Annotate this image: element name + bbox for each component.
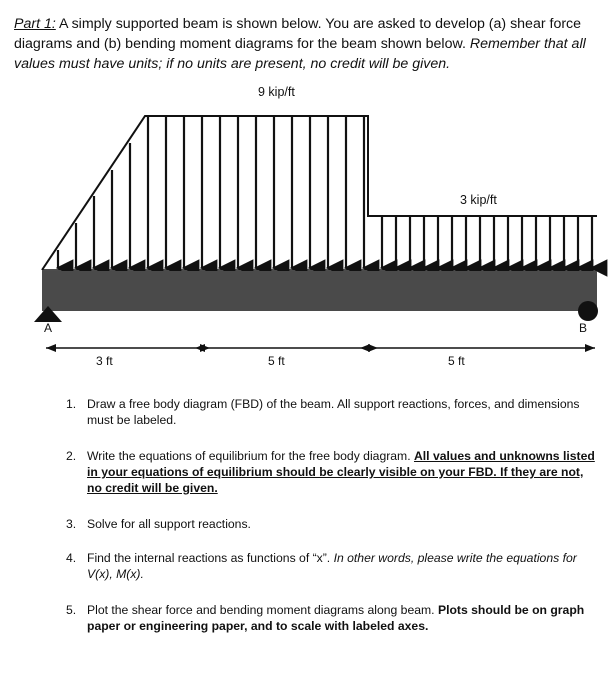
- load-arrows: [58, 116, 592, 268]
- load-label-9: 9 kip/ft: [258, 85, 295, 99]
- part-label: Part 1:: [14, 16, 56, 32]
- roller-support-b: [578, 301, 598, 321]
- question-text: Plot the shear force and bending moment diagrams along beam.: [87, 603, 438, 617]
- span-label-2: 5 ft: [268, 354, 285, 368]
- question-number: 1.: [66, 397, 77, 411]
- question-text: Draw a free body diagram (FBD) of the beam. All support reactions, forces, and dimensions must be labeled.: [87, 397, 580, 427]
- span-label-1: 3 ft: [96, 354, 113, 368]
- question-emphasis: Plots should be on graph paper or engineering paper, and to scale with labeled axes.: [87, 603, 585, 633]
- span-label-3: 5 ft: [448, 354, 465, 368]
- support-label-a: A: [44, 321, 53, 335]
- question-text: Solve for all support reactions.: [87, 517, 251, 531]
- beam: [42, 271, 597, 311]
- question-text: Write the equations of equilibrium for the free body diagram.: [87, 449, 414, 463]
- question-emphasis: All values and unknowns listed in your equations of equilibrium should be clearly visible on your FBD. If they are not, no credit will be given.: [87, 449, 595, 495]
- support-label-b: B: [579, 321, 588, 335]
- beam-diagram: [0, 78, 613, 378]
- intro-line-2: diagrams and (b) bending moment diagrams for the beam shown below.: [14, 36, 466, 52]
- intro-line-2-italic: Remember that all: [465, 36, 586, 52]
- intro-line-3-italic: values must have units; if no units are present, no credit will be given.: [14, 56, 451, 72]
- question-number: 2.: [66, 449, 77, 463]
- question-number: 5.: [66, 603, 77, 617]
- intro-line-1: A simply supported beam is shown below. You are asked to develop (a) shear force: [55, 16, 582, 32]
- load-label-3: 3 kip/ft: [460, 193, 497, 207]
- dimension-line: [46, 344, 595, 352]
- question-number: 4.: [66, 551, 77, 565]
- question-number: 3.: [66, 517, 77, 531]
- question-emphasis: In other words, please write the equations for V(x), M(x).: [87, 551, 577, 581]
- beam-figure: [0, 78, 613, 378]
- question-text: Find the internal reactions as functions of “x”.: [87, 551, 331, 565]
- distributed-load-high-outline: [42, 116, 597, 270]
- problem-statement: [14, 14, 599, 74]
